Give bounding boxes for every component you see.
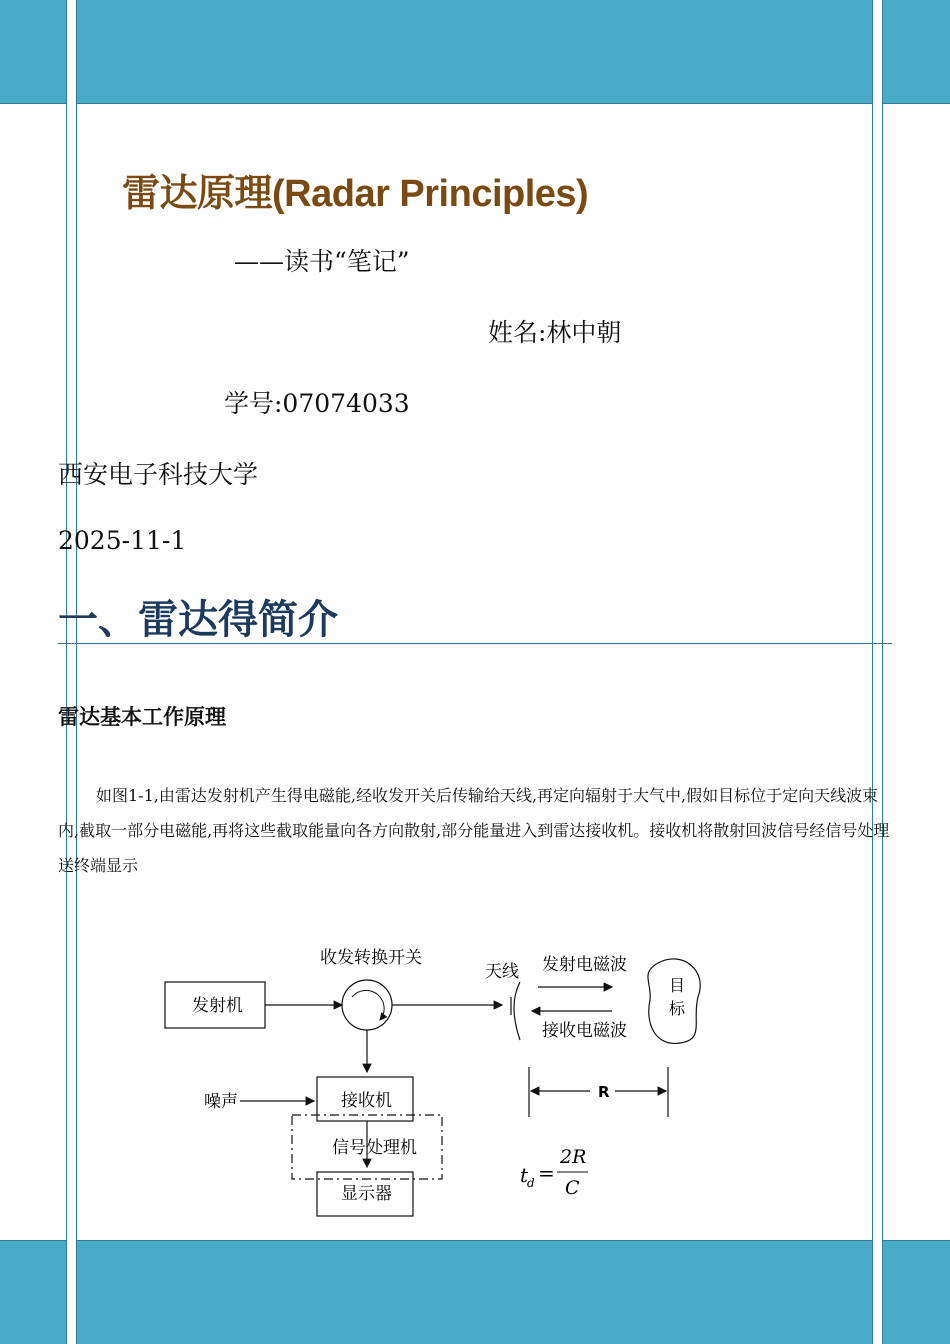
right-margin-line-inner (872, 0, 873, 1344)
student-id: 学号:07074033 (224, 389, 410, 418)
noise-label: 噪声 (204, 1092, 238, 1112)
display-label: 显示器 (341, 1184, 392, 1204)
target-label-1: 目 (669, 976, 686, 995)
receive-wave-label: 接收电磁波 (542, 1021, 627, 1041)
radar-block-diagram (160, 935, 705, 1225)
formula-numerator: 2R (560, 1146, 587, 1168)
author-name: 姓名:林中朝 (488, 318, 622, 347)
transmitter-label: 发射机 (192, 996, 243, 1016)
heading-rule (58, 643, 892, 644)
receiver-label: 接收机 (341, 1091, 392, 1111)
header-band (0, 0, 950, 103)
formula-subscript: d (527, 1176, 535, 1190)
right-margin-strip (872, 0, 882, 1344)
antenna-label: 天线 (485, 962, 519, 982)
body-paragraph: 如图1-1,由雷达发射机产生得电磁能,经收发开关后传输给天线,再定向辐射于大气中,假如目标位于定向天线波束内,截取一部分电磁能,再将这些截取能量向各方向散射,部分能量进入到雷达接收机。接收机将散射回波信号经信号处理送终端显示 (58, 786, 890, 875)
footer-band (0, 1240, 950, 1344)
footer-band-border (0, 1240, 950, 1241)
target-label-2: 标 (669, 999, 686, 1018)
sub-heading: 雷达基本工作原理 (58, 705, 226, 729)
antenna-dish (514, 982, 520, 1040)
formula-denominator: C (565, 1177, 580, 1199)
range-label: R (598, 1083, 610, 1101)
duplexer-circle (342, 980, 392, 1030)
formula-lhs: t (520, 1163, 529, 1187)
left-margin-line-outer (66, 0, 67, 1344)
document-title: 雷达原理(Radar Principles) (122, 173, 589, 215)
document-date: 2025-11-1 (58, 526, 187, 555)
left-margin-strip (66, 0, 76, 1344)
left-margin-line-inner (76, 0, 77, 1344)
document-subtitle: ——读书“笔记” (234, 247, 410, 276)
formula-equals: = (538, 1161, 555, 1185)
signal-processor-label: 信号处理机 (332, 1138, 417, 1158)
section-heading: 一、雷达得简介 (58, 597, 338, 643)
duplexer-rotation-arrow (352, 990, 384, 1020)
right-margin-line-outer (882, 0, 883, 1344)
switch-label: 收发转换开关 (320, 948, 422, 968)
header-band-border (0, 103, 950, 104)
university-name: 西安电子科技大学 (58, 460, 259, 489)
transmit-wave-label: 发射电磁波 (542, 955, 627, 975)
